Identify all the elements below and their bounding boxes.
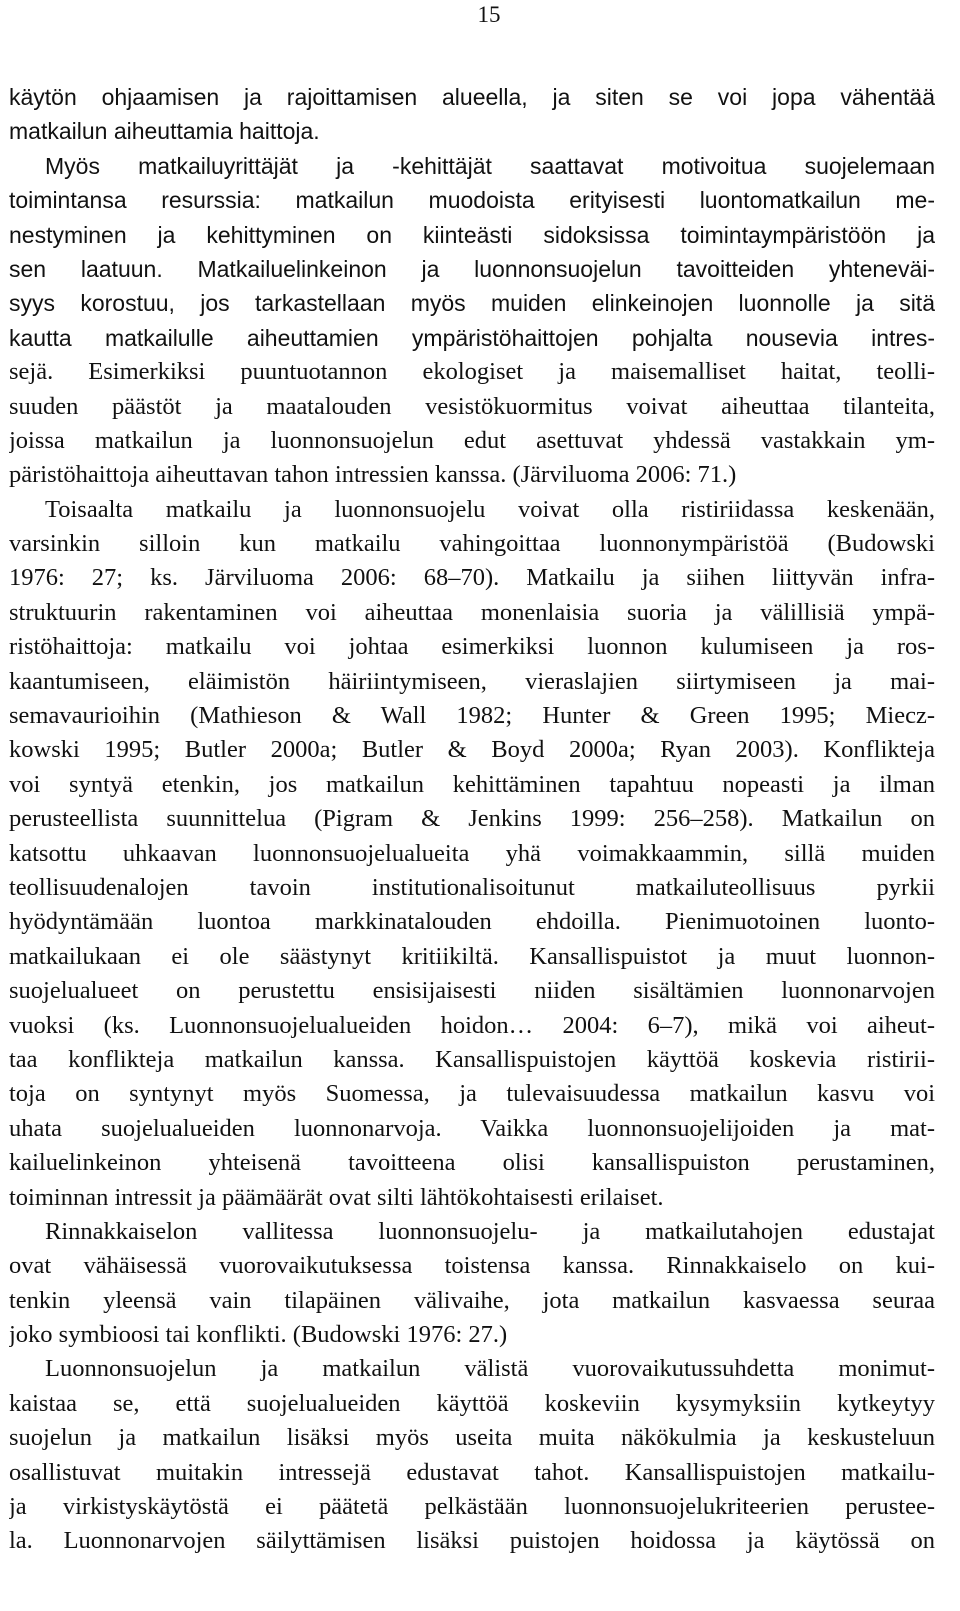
text-line: joko symbioosi tai konflikti. (Budowski 1976: 27.)	[9, 1321, 508, 1349]
text-line: suojelualueet on perustettu ensisijaisesti niiden sisältämien luonnonarvojen	[9, 977, 935, 1005]
text-line: sen laatuun. Matkailuelinkeinon ja luonnonsuojelun tavoitteiden yhteneväi-	[9, 255, 935, 282]
text-line: kaistaa se, että suojelualueiden käyttöä koskeviin kysymyksiin kytkeytyy	[9, 1389, 935, 1417]
text-line: matkailun aiheuttamia haittoja.	[9, 118, 320, 145]
text-line: toimintansa resurssia: matkailun muodoista erityisesti luontomatkailun me-	[9, 187, 935, 214]
text-line: osallistuvat muitakin intressejä edustavat tahot. Kansallispuistojen matkailu-	[9, 1458, 935, 1486]
text-line: ja virkistyskäytöstä ei päätetä pelkästään luonnonsuojelukriteerien perustee-	[9, 1493, 935, 1521]
text-line: vuoksi (ks. Luonnonsuojelualueiden hoidon… 2004: 6–7), mikä voi aiheut-	[9, 1011, 935, 1039]
text-line: suojelun ja matkailun lisäksi myös useita muita näkökulmia ja keskusteluun	[9, 1424, 935, 1452]
text-line: ovat vähäisessä vuorovaikutuksessa toistensa kanssa. Rinnakkaiselo on kui-	[9, 1252, 935, 1280]
page-body	[9, 80, 935, 1559]
text-line: käytön ohjaamisen ja rajoittamisen alueella, ja siten se voi jopa vähentää	[9, 84, 935, 110]
text-line: Luonnonsuojelun ja matkailun välistä vuorovaikutussuhdetta monimut-	[45, 1355, 935, 1383]
text-line: kailuelinkeinon yhteisenä tavoitteena olisi kansallispuiston perustaminen,	[9, 1149, 935, 1177]
text-line: nestyminen ja kehittyminen on kiinteästi sidoksissa toimintaympäristöön ja	[9, 221, 935, 248]
text-line: uhata suojelualueiden luonnonarvoja. Vaikka luonnonsuojelijoiden ja mat-	[9, 1114, 935, 1142]
text-line: ristöhaittoja: matkailu voi johtaa esimerkiksi luonnon kulumiseen ja ros-	[9, 633, 935, 661]
text-line: toiminnan intressit ja päämäärät ovat silti lähtökohtaisesti erilaiset.	[9, 1183, 664, 1211]
text-line: katsottu uhkaavan luonnonsuojelualueita yhä voimakkaammin, sillä muiden	[9, 839, 935, 867]
text-line: suuden päästöt ja maatalouden vesistökuormitus voivat aiheuttaa tilanteita,	[9, 392, 935, 420]
text-line: Rinnakkaiselon vallitessa luonnonsuojelu- ja matkailutahojen edustajat	[45, 1217, 935, 1245]
text-line: tenkin yleensä vain tilapäinen välivaihe, jota matkailun kasvaessa seuraa	[9, 1286, 935, 1314]
text-line: kaantumiseen, eläimistön häiriintymiseen, vieraslajien siirtymiseen ja mai-	[9, 667, 935, 695]
text-line: syys korostuu, jos tarkastellaan myös muiden elinkeinojen luonnolle ja sitä	[9, 290, 935, 317]
text-line: Myös matkailuyrittäjät ja -kehittäjät saattavat motivoitua suojelemaan	[45, 152, 935, 179]
text-line: voi syntyä etenkin, jos matkailun kehittäminen tapahtuu nopeasti ja ilman	[9, 770, 935, 798]
text-line: Toisaalta matkailu ja luonnonsuojelu voivat olla ristiriidassa keskenään,	[45, 495, 935, 523]
text-line: matkailukaan ei ole säästynyt kritiikiltä. Kansallispuistot ja muut luonnon-	[9, 942, 935, 970]
text-line: struktuurin rakentaminen voi aiheuttaa monenlaisia suoria ja välillisiä ympä-	[9, 598, 935, 626]
text-line: semavaurioihin (Mathieson & Wall 1982; Hunter & Green 1995; Miecz-	[9, 702, 935, 730]
text-line: päristöhaittoja aiheuttavan tahon intressien kanssa. (Järviluoma 2006: 71.)	[9, 461, 737, 489]
text-line: sejä. Esimerkiksi puuntuotannon ekologiset ja maisemalliset haitat, teolli-	[9, 358, 935, 386]
text-line: kautta matkailulle aiheuttamien ympäristöhaittojen pohjalta nousevia intres-	[9, 324, 935, 351]
text-line: perusteellista suunnittelua (Pigram & Jenkins 1999: 256–258). Matkailun on	[9, 805, 935, 833]
text-line: varsinkin silloin kun matkailu vahingoittaa luonnonympäristöä (Budowski	[9, 530, 935, 558]
text-line: 1976: 27; ks. Järviluoma 2006: 68–70). Matkailu ja siihen liittyvän infra-	[9, 564, 935, 592]
text-line: kowski 1995; Butler 2000a; Butler & Boyd 2000a; Ryan 2003). Konflikteja	[9, 736, 935, 764]
text-line: taa konflikteja matkailun kanssa. Kansallispuistojen käyttöä koskevia ristirii-	[9, 1045, 935, 1073]
text-line: hyödyntämään luontoa markkinatalouden ehdoilla. Pienimuotoinen luonto-	[9, 908, 935, 936]
text-line: la. Luonnonarvojen säilyttämisen lisäksi puistojen hoidossa ja käytössä on	[9, 1527, 935, 1555]
page-number: 15	[477, 2, 501, 27]
text-line: teollisuudenalojen tavoin institutionalisoitunut matkailuteollisuus pyrkii	[9, 873, 935, 901]
text-line: joissa matkailun ja luonnonsuojelun edut asettuvat yhdessä vastakkain ym-	[9, 426, 935, 454]
text-line: toja on syntynyt myös Suomessa, ja tulevaisuudessa matkailun kasvu voi	[9, 1080, 935, 1108]
